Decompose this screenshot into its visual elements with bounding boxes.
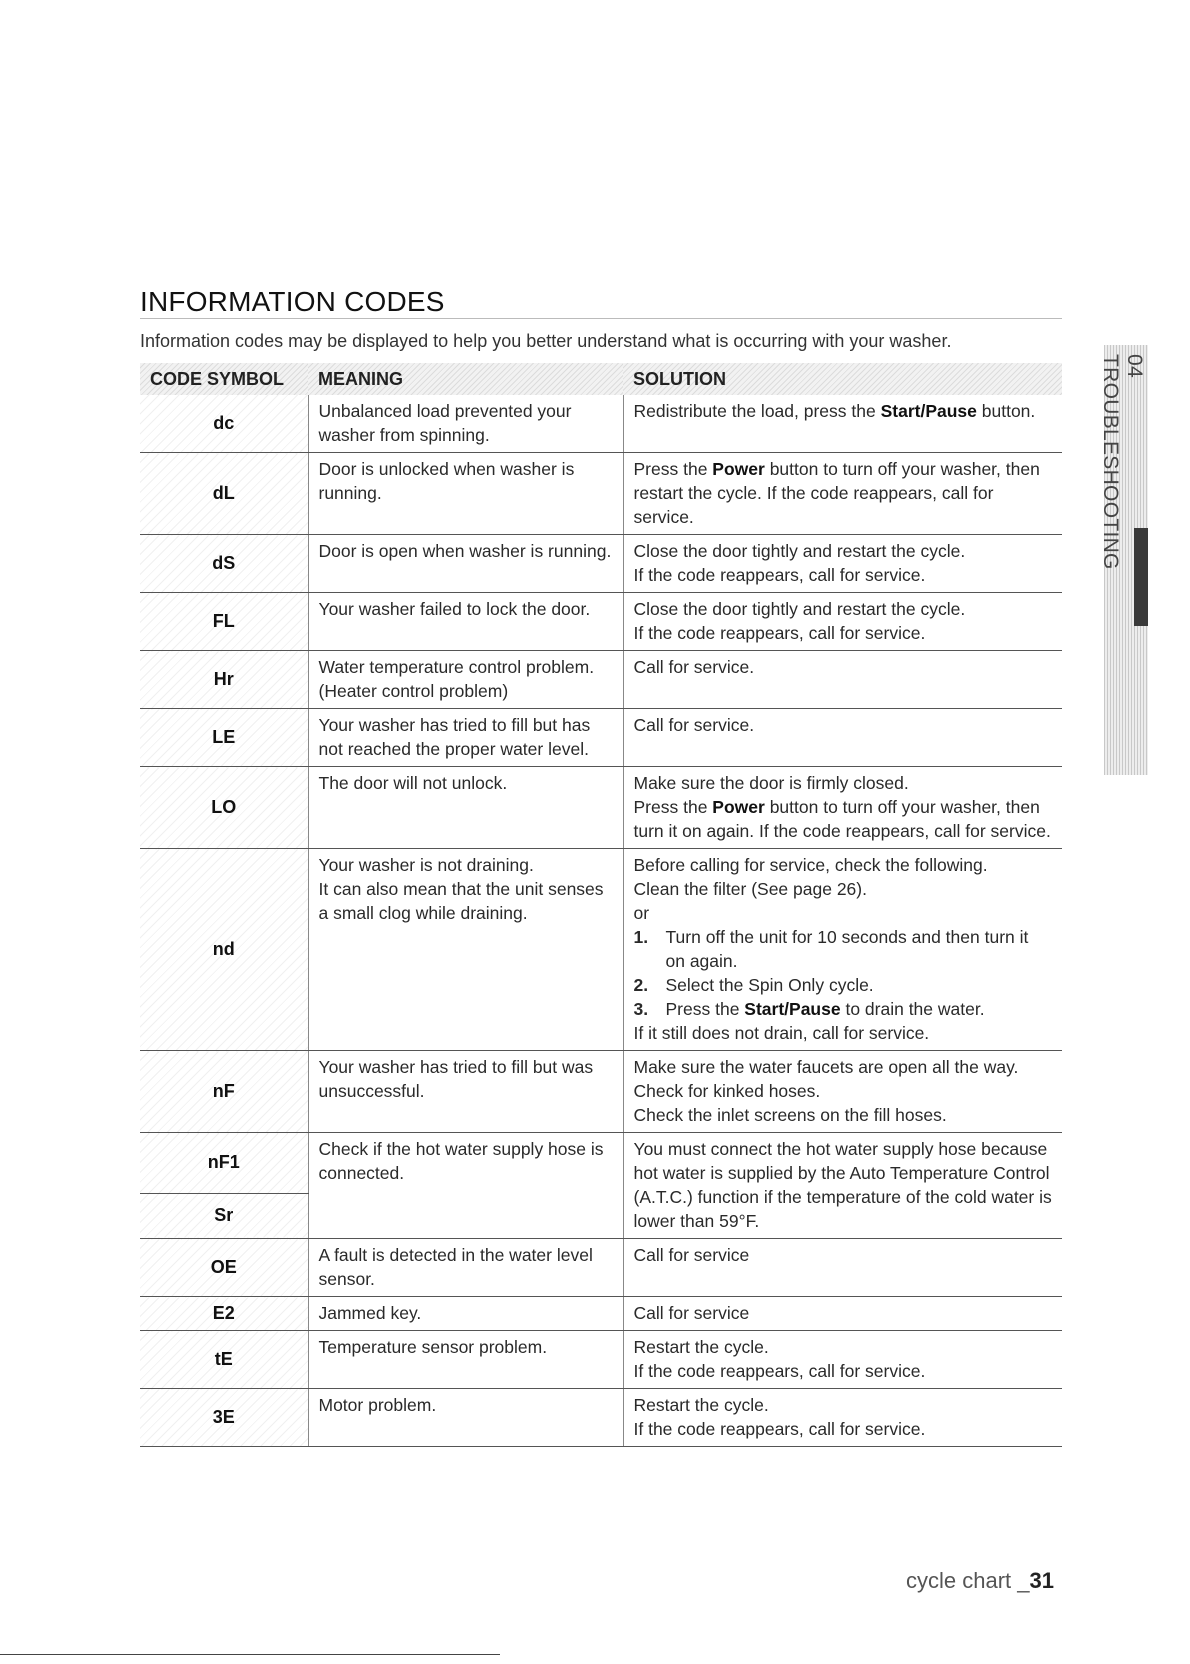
- solution-cell: [623, 767, 1062, 849]
- step-text: to drain the water.: [840, 999, 985, 1019]
- header-code-symbol: CODE SYMBOL: [140, 363, 308, 395]
- solution-cell: Call for service: [623, 1297, 1062, 1331]
- meaning-cell: Motor problem.: [308, 1389, 623, 1447]
- solution-line: If it still does not drain, call for service.: [633, 1023, 930, 1043]
- chapter-tab-marker: [1134, 528, 1148, 626]
- code-symbol: dL: [140, 453, 308, 535]
- meaning-line: Your washer is not draining.: [318, 855, 534, 875]
- meaning-cell: Check if the hot water supply hose is connected.: [308, 1133, 623, 1239]
- solution-text: button.: [976, 401, 1036, 421]
- solution-bold: Start/Pause: [880, 401, 977, 421]
- header-solution: SOLUTION: [623, 363, 1062, 395]
- code-symbol: nd: [140, 849, 308, 1051]
- information-codes-table: [140, 363, 1062, 1447]
- solution-cell: Call for service: [623, 1239, 1062, 1297]
- solution-text: Press the: [633, 797, 713, 817]
- solution-line: Make sure the water faucets are open all the way. Check for kinked hoses.: [633, 1057, 1019, 1101]
- step-text: Turn off the unit for 10 seconds and then turn it on again.: [665, 927, 1029, 971]
- solution-line: Restart the cycle.: [633, 1395, 769, 1415]
- meaning-cell: Unbalanced load prevented your washer from spinning.: [308, 395, 623, 453]
- code-symbol: FL: [140, 593, 308, 651]
- table-row: [140, 535, 1062, 593]
- table-row: [140, 767, 1062, 849]
- step-item: [634, 997, 1053, 1021]
- solution-text: button to turn off your washer, then restart the cycle. If the code reappears, call for service.: [633, 459, 1040, 527]
- code-symbol: dc: [140, 395, 308, 453]
- meaning-cell: The door will not unlock.: [308, 767, 623, 849]
- code-symbol: OE: [140, 1239, 308, 1297]
- step-number: 3.: [633, 999, 649, 1019]
- step-text: Press the: [665, 999, 745, 1019]
- meaning-cell: Your washer failed to lock the door.: [308, 593, 623, 651]
- header-meaning: MEANING: [308, 363, 623, 395]
- solution-text: button to turn off your washer, then turn it on again. If the code reappears, call for service.: [633, 797, 1051, 841]
- solution-line: Close the door tightly and restart the cycle.: [633, 541, 966, 561]
- code-symbol: LE: [140, 709, 308, 767]
- meaning-cell: Door is open when washer is running.: [308, 535, 623, 593]
- code-symbol: nF: [140, 1051, 308, 1133]
- code-symbol: LO: [140, 767, 308, 849]
- solution-text: Press the: [633, 459, 713, 479]
- meaning-cell: [308, 849, 623, 1051]
- table-row: [140, 1297, 1062, 1331]
- page-footer: [906, 1568, 1054, 1594]
- solution-cell: [623, 535, 1062, 593]
- meaning-line: (Heater control problem): [318, 681, 509, 701]
- solution-line: If the code reappears, call for service.: [633, 1361, 926, 1381]
- solution-line: Make sure the door is firmly closed.: [633, 773, 909, 793]
- step-highlight: Spin Only: [748, 975, 825, 995]
- step-list: [634, 925, 1053, 1021]
- meaning-line: Water temperature control problem.: [318, 657, 595, 677]
- step-bold: Start/Pause: [744, 999, 841, 1019]
- solution-cell: [623, 849, 1062, 1051]
- solution-bold: Power: [712, 797, 765, 817]
- solution-line: Before calling for service, check the following.: [633, 855, 988, 875]
- table-row: [140, 1389, 1062, 1447]
- table-row: [140, 1331, 1062, 1389]
- table-row: [140, 593, 1062, 651]
- intro-text: Information codes may be displayed to help you better understand what is occurring with your washer.: [140, 331, 952, 351]
- solution-line: Restart the cycle.: [633, 1337, 769, 1357]
- step-text: cycle.: [824, 975, 874, 995]
- solution-cell: Call for service.: [623, 651, 1062, 709]
- meaning-cell: Temperature sensor problem.: [308, 1331, 623, 1389]
- table-row: [140, 1051, 1062, 1133]
- page-title: INFORMATION CODES: [140, 286, 445, 317]
- page-number: 31: [1029, 1568, 1054, 1593]
- table-row: [140, 453, 1062, 535]
- solution-line: If the code reappears, call for service.: [633, 623, 926, 643]
- meaning-line: It can also mean that the unit senses a small clog while draining.: [318, 879, 604, 923]
- solution-line: or: [633, 903, 650, 923]
- solution-line: Clean the filter (See page 26).: [633, 879, 867, 899]
- code-symbol: 3E: [140, 1389, 308, 1447]
- solution-bold: Power: [712, 459, 765, 479]
- step-item: [634, 973, 1053, 997]
- code-symbol: E2: [140, 1297, 308, 1331]
- solution-line: Close the door tightly and restart the cycle.: [633, 599, 966, 619]
- solution-line: Check the inlet screens on the fill hoses.: [633, 1105, 947, 1125]
- table-row: [140, 1133, 1062, 1194]
- bottom-divider: [0, 1654, 500, 1655]
- table-row: [140, 849, 1062, 1051]
- table-header-row: [140, 363, 1062, 395]
- meaning-cell: Your washer has tried to fill but was unsuccessful.: [308, 1051, 623, 1133]
- solution-cell: [623, 1051, 1062, 1133]
- solution-cell: [623, 453, 1062, 535]
- code-symbol: Hr: [140, 651, 308, 709]
- solution-cell: Call for service.: [623, 709, 1062, 767]
- table-row: [140, 709, 1062, 767]
- step-text: Select the: [665, 975, 749, 995]
- solution-line: If the code reappears, call for service.: [633, 1419, 926, 1439]
- table-row: [140, 1239, 1062, 1297]
- step-item: [634, 925, 1053, 973]
- table-row: [140, 651, 1062, 709]
- solution-cell: [623, 395, 1062, 453]
- meaning-cell: A fault is detected in the water level sensor.: [308, 1239, 623, 1297]
- solution-line: If the code reappears, call for service.: [633, 565, 926, 585]
- step-number: 2.: [633, 975, 649, 995]
- code-symbol: Sr: [140, 1193, 308, 1238]
- code-symbol: tE: [140, 1331, 308, 1389]
- code-symbol: nF1: [140, 1133, 308, 1194]
- solution-cell: [623, 1331, 1062, 1389]
- chapter-tab-label: 04 TROUBLESHOOTING: [1099, 354, 1146, 570]
- step-number: 1.: [633, 927, 649, 947]
- table-row: [140, 395, 1062, 453]
- footer-section-label: cycle chart _: [906, 1568, 1030, 1593]
- solution-cell: [623, 593, 1062, 651]
- title-divider: [140, 318, 1062, 319]
- meaning-cell: Your washer has tried to fill but has not reached the proper water level.: [308, 709, 623, 767]
- solution-text: Redistribute the load, press the: [633, 401, 881, 421]
- code-symbol: dS: [140, 535, 308, 593]
- solution-cell: [623, 1389, 1062, 1447]
- meaning-cell: Jammed key.: [308, 1297, 623, 1331]
- meaning-cell: [308, 651, 623, 709]
- solution-cell: You must connect the hot water supply hose because hot water is supplied by the Auto Temperature Control (A.T.C.) function if the temperature of the cold water is lower than 59°F.: [623, 1133, 1062, 1239]
- meaning-cell: Door is unlocked when washer is running.: [308, 453, 623, 535]
